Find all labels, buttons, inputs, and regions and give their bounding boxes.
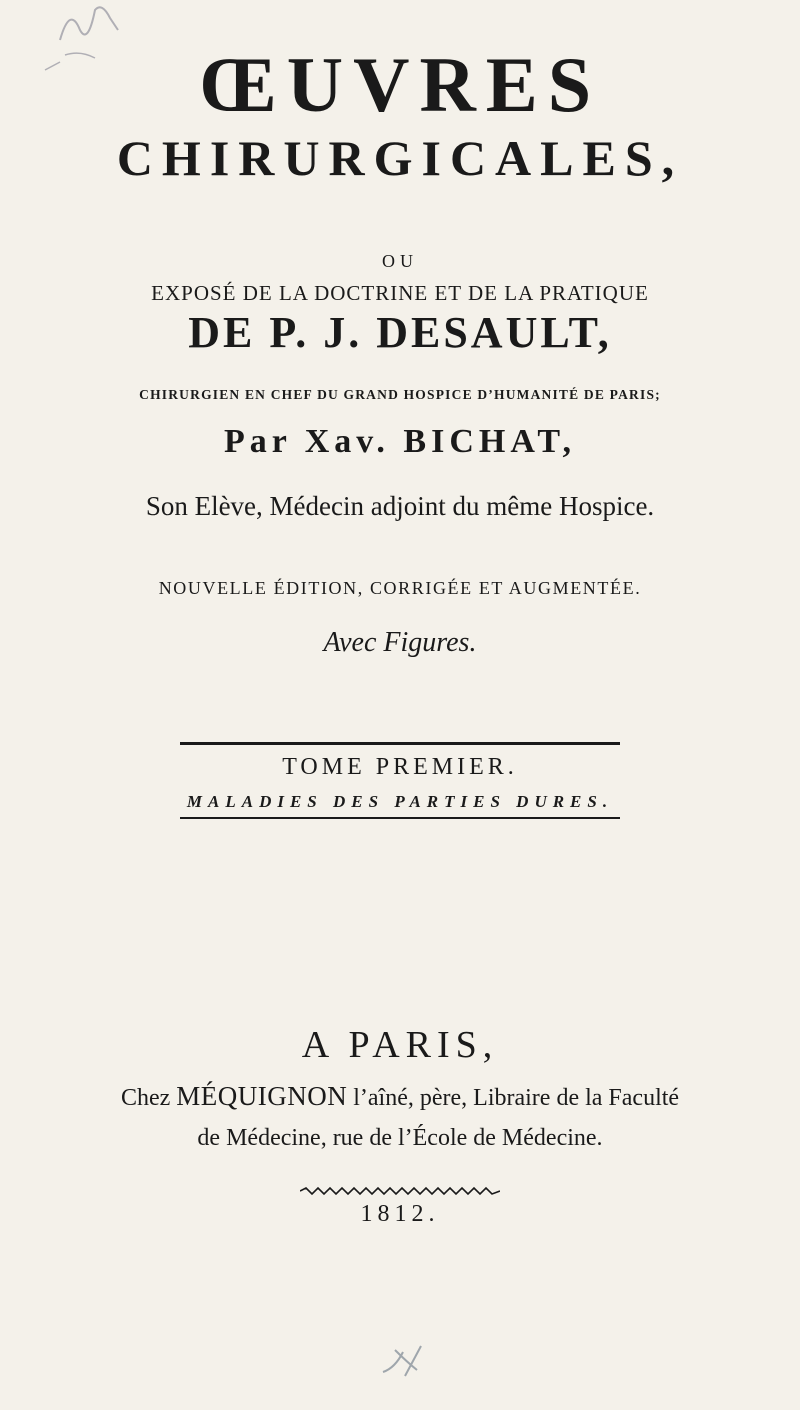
subject-role: CHIRURGIEN EN CHEF DU GRAND HOSPICE D’HUMANITÉ DE PARIS; <box>139 387 661 402</box>
subtitle: EXPOSÉ DE LA DOCTRINE ET DE LA PRATIQUE <box>151 281 649 305</box>
imprint-publisher-name: MÉQUIGNON <box>176 1081 348 1111</box>
imprint-publisher-line <box>0 1080 800 1114</box>
imprint-year: 1812. <box>360 1201 440 1227</box>
author-role: Son Elève, Médecin adjoint du même Hospice. <box>145 491 655 521</box>
imprint-chez: Chez <box>120 1085 171 1111</box>
figures-note: Avec Figures. <box>323 627 477 658</box>
title-line-chirurgicales: CHIRURGICALES, <box>116 130 684 186</box>
ornament-rule <box>300 1186 500 1196</box>
volume-title: TOME PREMIER. <box>282 754 518 780</box>
volume-bottom-rule <box>180 817 620 819</box>
imprint-publisher-rest: l’aîné, père, Libraire de la Faculté <box>353 1085 680 1111</box>
volume-top-rule <box>180 742 620 745</box>
handwritten-mark-bottom <box>375 1340 435 1380</box>
volume-subject: MALADIES DES PARTIES DURES. <box>186 792 614 811</box>
imprint-address: de Médecine, rue de l’École de Médecine. <box>197 1125 603 1151</box>
imprint-city: A PARIS, <box>301 1024 499 1066</box>
author-byline: Par Xav. BICHAT, <box>223 423 577 460</box>
title-line-oeuvres: ŒUVRES <box>198 41 602 128</box>
title-connector: OU <box>382 251 418 271</box>
subject-name: DE P. J. DESAULT, <box>188 308 612 357</box>
edition-statement: NOUVELLE ÉDITION, CORRIGÉE ET AUGMENTÉE. <box>158 578 642 598</box>
